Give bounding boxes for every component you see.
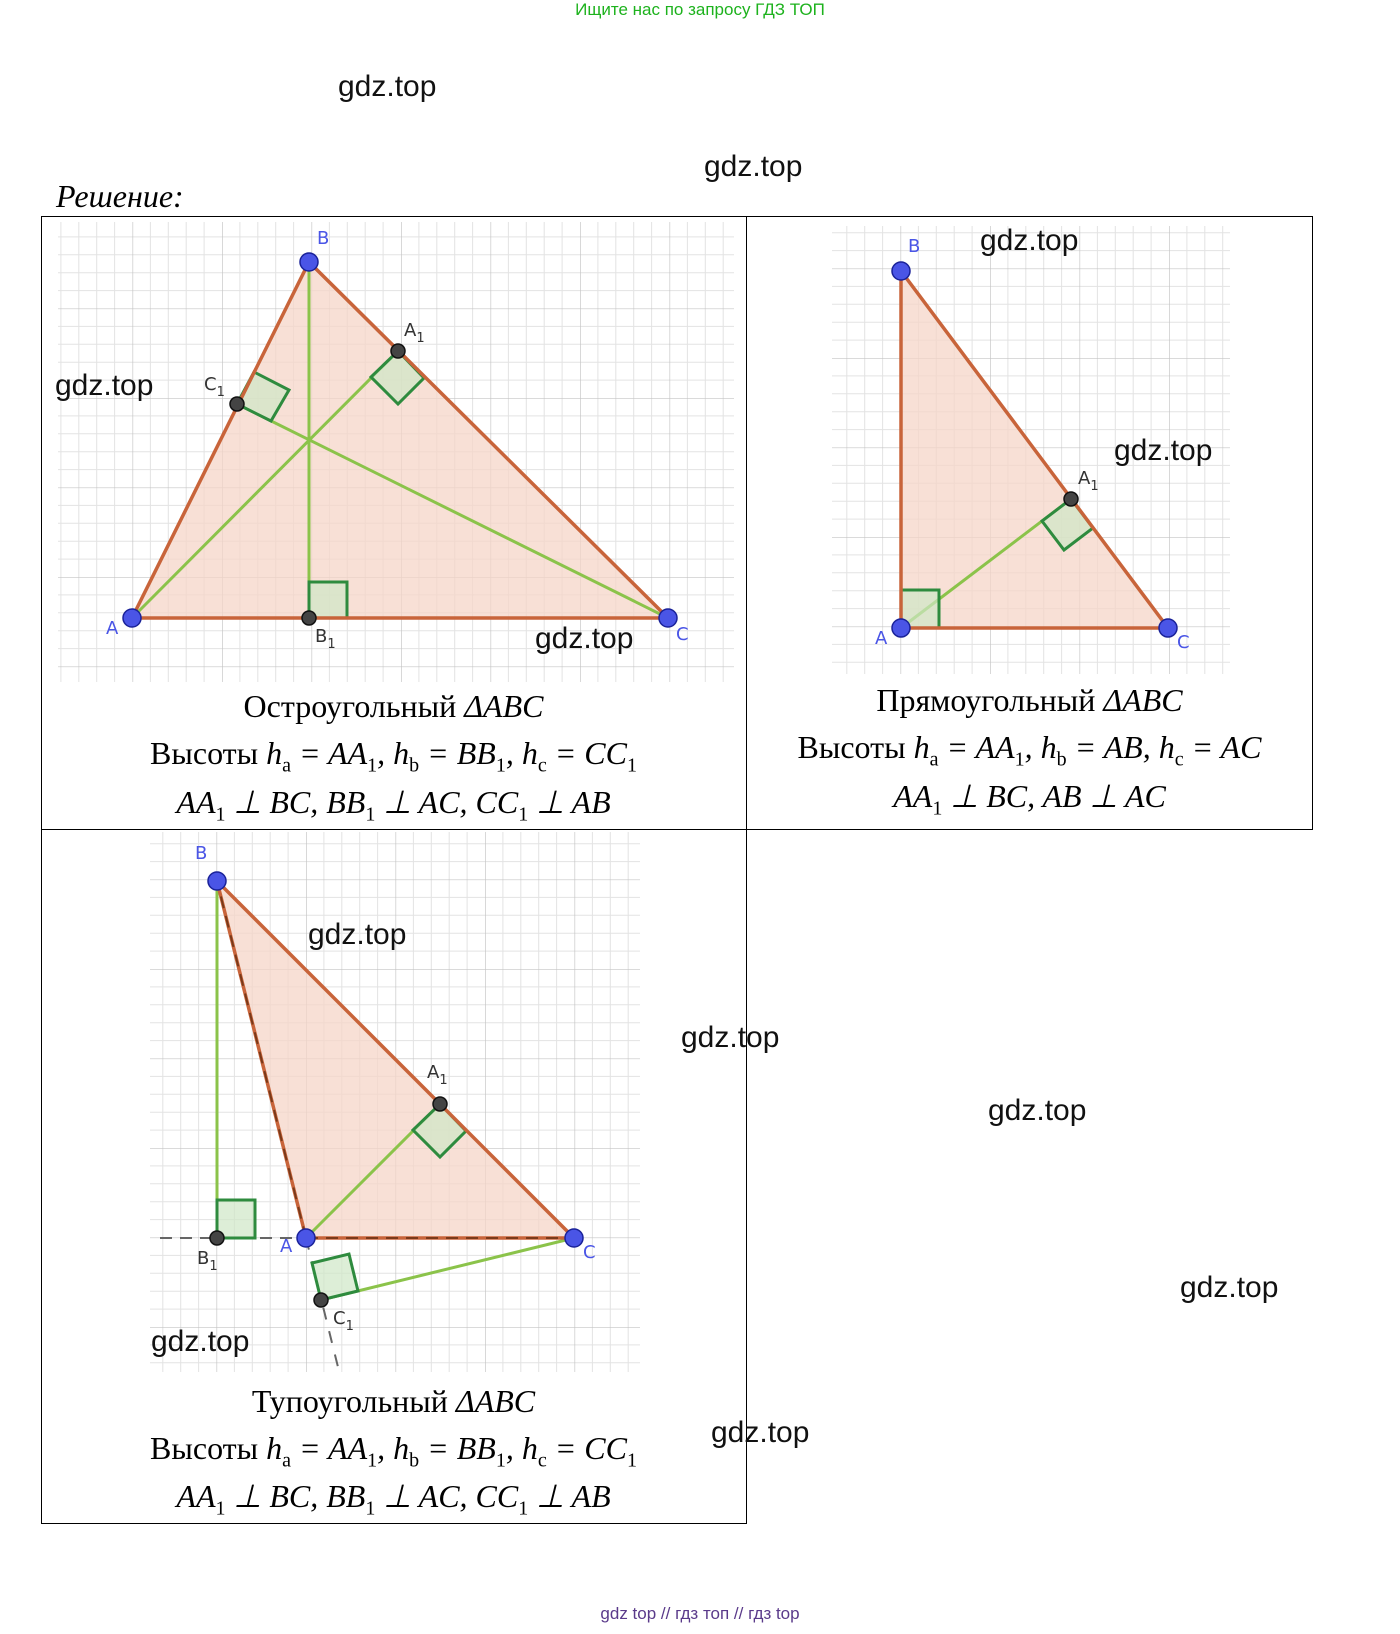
point-b1 xyxy=(210,1231,224,1245)
right-perpendiculars: $AA_1$ ⊥ BC, AB ⊥ AC xyxy=(893,778,1166,820)
watermark: gdz.top xyxy=(711,1416,810,1449)
point-c1 xyxy=(230,397,244,411)
right-angle-marker xyxy=(309,582,347,618)
point-c1 xyxy=(314,1293,328,1307)
label-c: C xyxy=(583,1242,596,1263)
footer-links[interactable]: gdz top // гдз топ // гдз top xyxy=(600,1604,800,1623)
watermark: gdz.top xyxy=(1180,1271,1279,1304)
label-b1: $B_1$ xyxy=(197,1248,218,1274)
vertex-c xyxy=(659,609,677,627)
watermark: gdz.top xyxy=(980,224,1079,257)
label-b1: $B_1$ xyxy=(315,626,336,652)
label-a: A xyxy=(280,1236,293,1257)
acute-title: Остроугольный ΔABC xyxy=(243,688,544,724)
label-a: A xyxy=(106,618,119,639)
label-c1: $C_1$ xyxy=(204,374,225,400)
point-a1 xyxy=(433,1097,447,1111)
watermark: gdz.top xyxy=(308,918,407,951)
label-a1: $A_1$ xyxy=(1078,468,1099,494)
right-title: Прямоугольный ΔABC xyxy=(876,682,1183,718)
acute-perpendiculars: $AA_1$ ⊥ BC, $BB_1$ ⊥ AC, $CC_1$ ⊥ AB xyxy=(176,784,611,826)
label-c: C xyxy=(676,624,689,645)
label-b: B xyxy=(908,236,921,257)
vertex-b xyxy=(300,253,318,271)
label-a1: $A_1$ xyxy=(404,320,425,346)
vertex-a xyxy=(892,619,910,637)
vertex-b xyxy=(208,872,226,890)
point-a1 xyxy=(1064,492,1078,506)
acute-triangle-figure xyxy=(58,222,734,682)
obtuse-perpendiculars: $AA_1$ ⊥ BC, $BB_1$ ⊥ AC, $CC_1$ ⊥ AB xyxy=(176,1478,611,1520)
point-b1 xyxy=(302,611,316,625)
vertex-b xyxy=(892,262,910,280)
vertex-a xyxy=(297,1229,315,1247)
point-a1 xyxy=(391,344,405,358)
top-banner: Ищите нас по запросу ГДЗ ТОП xyxy=(575,0,825,19)
watermark: gdz.top xyxy=(55,369,154,402)
watermark: gdz.top xyxy=(535,622,634,655)
right-angle-marker xyxy=(217,1200,255,1238)
label-c1: $C_1$ xyxy=(333,1308,354,1334)
label-c: C xyxy=(1177,632,1190,653)
label-a: A xyxy=(875,628,888,649)
label-b: B xyxy=(317,228,330,249)
watermark: gdz.top xyxy=(681,1021,780,1054)
vertex-c xyxy=(1159,619,1177,637)
watermark: gdz.top xyxy=(338,70,437,103)
obtuse-heights: Высоты $h_a = AA_1$, $h_b = BB_1$, $h_c = CC_1$ xyxy=(150,1430,637,1472)
watermark: gdz.top xyxy=(1114,434,1213,467)
watermark: gdz.top xyxy=(704,150,803,183)
obtuse-title: Тупоугольный ΔABC xyxy=(251,1383,536,1419)
solution-heading: Решение: xyxy=(56,178,184,214)
label-a1: $A_1$ xyxy=(427,1062,448,1088)
acute-heights: Высоты $h_a = AA_1$, $h_b = BB_1$, $h_c = CC_1$ xyxy=(150,735,637,777)
right-heights: Высоты $h_a = AA_1$, $h_b$ = AB, $h_c$ = AC xyxy=(797,729,1262,771)
vertex-a xyxy=(123,609,141,627)
vertex-c xyxy=(565,1229,583,1247)
label-b: B xyxy=(195,843,208,864)
obtuse-triangle-figure xyxy=(150,832,640,1372)
watermark: gdz.top xyxy=(988,1094,1087,1127)
watermark: gdz.top xyxy=(151,1325,250,1358)
